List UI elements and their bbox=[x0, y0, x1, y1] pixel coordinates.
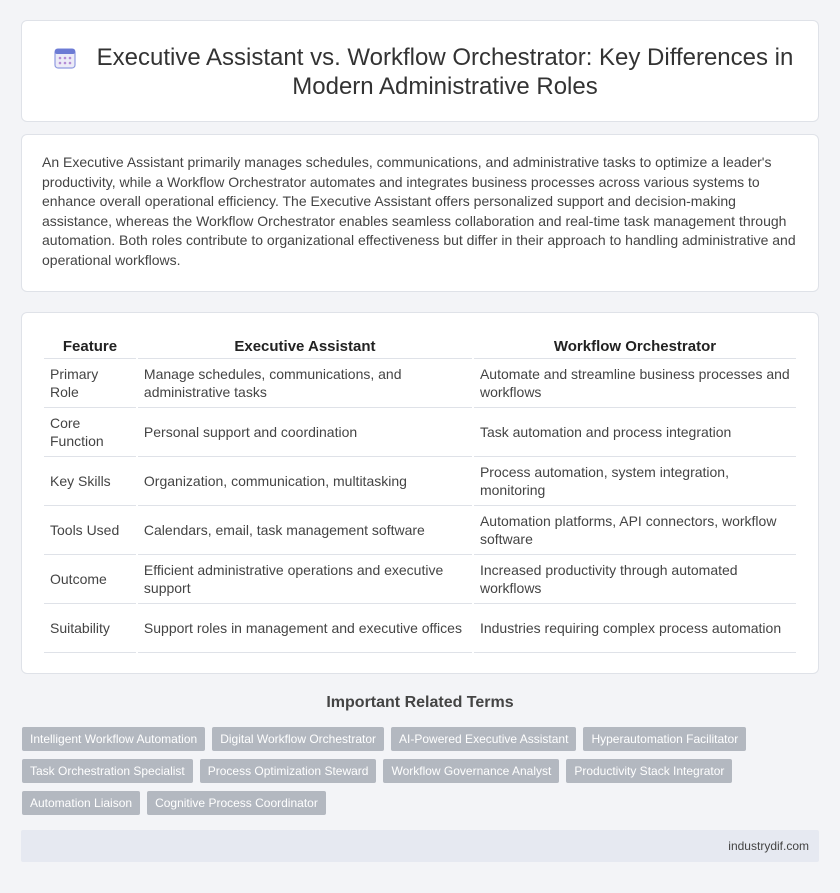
table-row bbox=[44, 555, 796, 604]
related-terms-heading: Important Related Terms bbox=[326, 694, 514, 711]
row-workflow-orchestrator: Increased productivity through automated workflows bbox=[474, 555, 796, 604]
table-row bbox=[44, 506, 796, 555]
table-row bbox=[44, 408, 796, 457]
related-term-tag[interactable]: Intelligent Workflow Automation bbox=[22, 727, 205, 751]
row-executive-assistant: Manage schedules, communications, and administrative tasks bbox=[138, 359, 472, 408]
comparison-table-card bbox=[21, 312, 819, 674]
row-executive-assistant: Personal support and coordination bbox=[138, 408, 472, 457]
column-header-feature: Feature bbox=[44, 329, 136, 359]
summary-card bbox=[21, 134, 819, 292]
related-term-tag[interactable]: Hyperautomation Facilitator bbox=[583, 727, 746, 751]
header-card bbox=[21, 20, 819, 122]
row-executive-assistant: Organization, communication, multitasking bbox=[138, 457, 472, 506]
row-feature: Primary Role bbox=[44, 359, 136, 408]
row-workflow-orchestrator: Process automation, system integration, monitoring bbox=[474, 457, 796, 506]
row-workflow-orchestrator: Industries requiring complex process automation bbox=[474, 604, 796, 653]
row-executive-assistant: Support roles in management and executive offices bbox=[138, 604, 472, 653]
related-term-tag[interactable]: Workflow Governance Analyst bbox=[383, 759, 559, 783]
related-term-tag[interactable]: Cognitive Process Coordinator bbox=[147, 791, 326, 815]
row-feature: Key Skills bbox=[44, 457, 136, 506]
column-header-executive-assistant: Executive Assistant bbox=[138, 329, 472, 359]
table-row bbox=[44, 359, 796, 408]
table-row bbox=[44, 604, 796, 653]
table-header-row bbox=[44, 329, 796, 359]
related-term-tag[interactable]: AI-Powered Executive Assistant bbox=[391, 727, 576, 751]
row-feature: Suitability bbox=[44, 604, 136, 653]
comparison-table bbox=[42, 329, 798, 653]
row-feature: Tools Used bbox=[44, 506, 136, 555]
related-term-tag[interactable]: Task Orchestration Specialist bbox=[22, 759, 193, 783]
related-term-tag[interactable]: Productivity Stack Integrator bbox=[566, 759, 732, 783]
row-feature: Core Function bbox=[44, 408, 136, 457]
row-workflow-orchestrator: Automation platforms, API connectors, workflow software bbox=[474, 506, 796, 555]
footer-site-link[interactable]: industrydif.com bbox=[728, 839, 809, 853]
related-term-tag[interactable]: Digital Workflow Orchestrator bbox=[212, 727, 384, 751]
column-header-workflow-orchestrator: Workflow Orchestrator bbox=[474, 329, 796, 359]
related-term-tag[interactable]: Automation Liaison bbox=[22, 791, 140, 815]
row-feature: Outcome bbox=[44, 555, 136, 604]
row-executive-assistant: Efficient administrative operations and executive support bbox=[138, 555, 472, 604]
table-row bbox=[44, 457, 796, 506]
row-executive-assistant: Calendars, email, task management software bbox=[138, 506, 472, 555]
footer bbox=[21, 830, 819, 862]
row-workflow-orchestrator: Task automation and process integration bbox=[474, 408, 796, 457]
summary-text: An Executive Assistant primarily manages schedules, communications, and administrative tasks to optimize a leader's productivity, while a Workflow Orchestrator automates and integrates business processes across various systems to enhance overall operational efficiency. The Executive Assistant offers personalized support and decision-making assistance, whereas the Workflow Orchestrator enables seamless collaboration and real-time task management through automation. Both roles contribute to organizational effectiveness but differ in their approach to handling administrative and operational workflows. bbox=[42, 154, 796, 268]
related-terms-list bbox=[22, 727, 802, 815]
related-term-tag[interactable]: Process Optimization Steward bbox=[200, 759, 377, 783]
row-workflow-orchestrator: Automate and streamline business processes and workflows bbox=[474, 359, 796, 408]
page-title: Executive Assistant vs. Workflow Orchestrator: Key Differences in Modern Administrative Roles bbox=[96, 44, 794, 100]
